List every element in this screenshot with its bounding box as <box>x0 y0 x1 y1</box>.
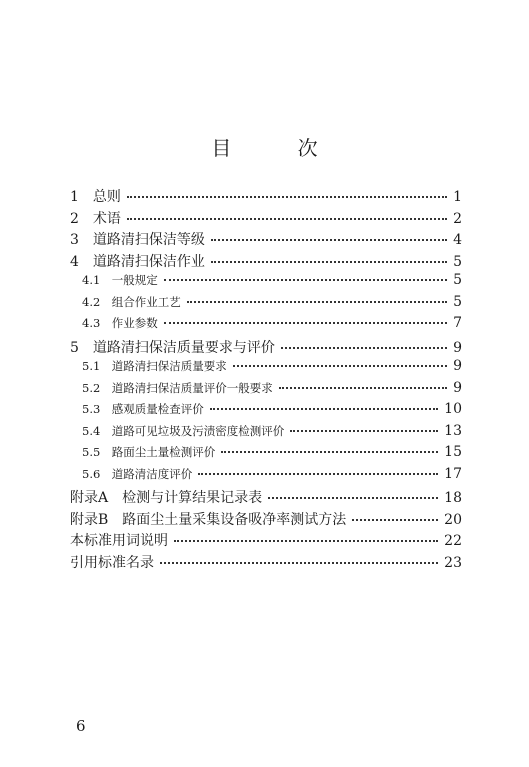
dot-leader <box>211 261 447 263</box>
toc-subentry[interactable] <box>70 358 462 380</box>
dot-leader <box>210 408 438 410</box>
dot-leader <box>164 279 447 281</box>
toc-entry-page: 7 <box>453 315 462 331</box>
dot-leader <box>127 196 447 198</box>
toc-entry-label: 5.4 道路可见垃圾及污渍密度检测评价 <box>82 423 285 438</box>
toc-entry-label: 4.2 组合作业工艺 <box>82 294 181 309</box>
dot-leader <box>164 322 447 324</box>
page-number: 6 <box>76 717 86 735</box>
dot-leader <box>198 473 438 475</box>
toc-entry-page: 4 <box>453 232 462 248</box>
dot-leader <box>279 387 447 389</box>
toc-entry[interactable] <box>70 530 462 552</box>
toc-entry-page: 9 <box>453 358 462 374</box>
toc-entry-label: 5.1 道路清扫保洁质量要求 <box>82 359 227 373</box>
dot-leader <box>290 430 438 432</box>
toc-subentry[interactable] <box>70 423 462 445</box>
toc-entry-label: 引用标准名录 <box>70 554 154 571</box>
toc-entry-label: 5.3 感观质量检查评价 <box>82 402 204 416</box>
toc-entry-page: 9 <box>453 339 462 356</box>
toc-entry-page: 9 <box>453 379 462 396</box>
toc-subentry[interactable] <box>70 401 462 423</box>
toc-entry-page: 2 <box>453 210 462 227</box>
toc-entry[interactable] <box>70 487 462 509</box>
dot-leader <box>160 562 438 564</box>
toc-entry[interactable] <box>70 337 462 359</box>
toc-entry-page: 1 <box>453 189 462 205</box>
toc-subentry[interactable] <box>70 380 462 402</box>
toc-entry-page: 5 <box>453 293 462 310</box>
dot-leader <box>174 540 438 542</box>
toc-entry-page: 5 <box>453 253 462 270</box>
toc-entry[interactable] <box>70 509 462 531</box>
toc-entry-label: 5.5 路面尘土量检测评价 <box>82 445 216 459</box>
dot-leader <box>127 218 447 220</box>
toc-entry-page: 5 <box>453 272 462 288</box>
toc-entry[interactable] <box>70 251 462 273</box>
toc-entry-page: 20 <box>444 511 462 528</box>
toc-entry-label: 4.3 作业参数 <box>82 316 158 330</box>
toc-entry-label: 4 道路清扫保洁作业 <box>70 253 205 270</box>
toc-subentry[interactable] <box>70 315 462 337</box>
dot-leader <box>221 451 438 453</box>
toc-entry-page: 22 <box>444 533 462 549</box>
toc-entry-label: 5.6 道路清洁度评价 <box>82 466 193 481</box>
dot-leader <box>268 497 438 499</box>
toc-entry-label: 2 术语 <box>70 210 121 227</box>
toc-entry-label: 5 道路清扫保洁质量要求与评价 <box>70 339 275 356</box>
toc-entry-page: 23 <box>444 554 462 571</box>
toc-subentry[interactable] <box>70 294 462 316</box>
toc-entry-label: 附录B 路面尘土量采集设备吸净率测试方法 <box>70 511 347 528</box>
dot-leader <box>187 301 447 303</box>
toc-entry-page: 15 <box>444 444 462 460</box>
toc-entry-page: 18 <box>444 490 462 506</box>
dot-leader <box>211 239 447 241</box>
toc-entry[interactable] <box>70 186 462 208</box>
toc-entry[interactable] <box>70 552 462 574</box>
dot-leader <box>352 519 438 521</box>
toc-entry-label: 3 道路清扫保洁等级 <box>70 232 205 248</box>
toc-entry-label: 本标准用词说明 <box>70 533 168 549</box>
dot-leader <box>233 365 447 367</box>
toc-entry-label: 附录A 检测与计算结果记录表 <box>70 490 263 506</box>
table-of-contents <box>70 186 462 573</box>
toc-entry-page: 10 <box>444 401 462 417</box>
toc-entry[interactable] <box>70 229 462 251</box>
toc-entry-label: 4.1 一般规定 <box>82 273 158 287</box>
toc-entry-label: 1 总则 <box>70 189 121 205</box>
dot-leader <box>281 347 447 349</box>
toc-entry-page: 17 <box>444 465 462 482</box>
toc-subentry[interactable] <box>70 466 462 488</box>
toc-entry-page: 13 <box>444 422 462 439</box>
toc-entry[interactable] <box>70 208 462 230</box>
page-title: 目 次 <box>211 136 348 160</box>
toc-subentry[interactable] <box>70 444 462 466</box>
toc-subentry[interactable] <box>70 272 462 294</box>
toc-entry-label: 5.2 道路清扫保洁质量评价一般要求 <box>82 380 273 395</box>
